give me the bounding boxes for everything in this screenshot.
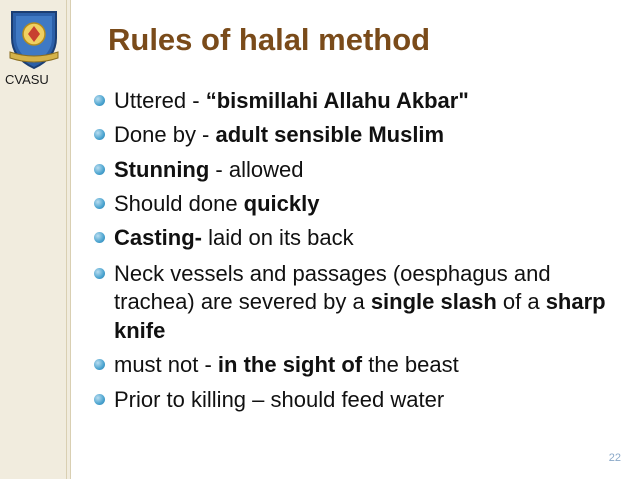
bullet-text: - allowed bbox=[209, 156, 304, 182]
bullet-item bbox=[92, 187, 622, 221]
bullet-item bbox=[92, 348, 622, 382]
bullet-text: of a bbox=[496, 289, 546, 315]
bullet-text: the beast bbox=[362, 352, 459, 378]
bullet-text: Neck vessels and passages (oesphagus and trachea) are severed by a bbox=[114, 260, 551, 315]
bullet-text: Done by - bbox=[114, 122, 216, 148]
bullet-text: Should done bbox=[114, 190, 244, 216]
bullet-text: laid on its back bbox=[202, 225, 354, 251]
bullet-item bbox=[92, 221, 622, 255]
bullet-item bbox=[92, 118, 622, 152]
bullet-item bbox=[92, 84, 622, 118]
bullet-text: “bismillahi Allahu Akbar" bbox=[205, 88, 469, 113]
bullet-text: Prior to killing – should feed water bbox=[114, 386, 445, 412]
slide-number: 22 bbox=[608, 452, 621, 464]
bullet-text: Uttered - bbox=[114, 88, 206, 113]
bullet-text: in the sight of bbox=[217, 352, 363, 378]
logo-text: CVASU bbox=[5, 72, 49, 87]
bullet-text: Stunning bbox=[114, 156, 210, 182]
bullet-item bbox=[92, 153, 622, 187]
bullet-text: quickly bbox=[243, 190, 320, 216]
bullet-text: adult sensible Muslim bbox=[215, 122, 445, 148]
bullet-item bbox=[92, 260, 622, 346]
slide-title: Rules of halal method bbox=[108, 22, 431, 57]
bullet-text: sharp knife bbox=[114, 289, 606, 343]
bullet-item bbox=[92, 383, 622, 417]
cvasu-logo bbox=[6, 8, 62, 70]
bullet-text: single slash bbox=[370, 289, 497, 315]
bullet-list bbox=[92, 84, 622, 417]
bullet-text: Casting- bbox=[114, 225, 202, 251]
bullet-text: must not - bbox=[114, 352, 218, 378]
